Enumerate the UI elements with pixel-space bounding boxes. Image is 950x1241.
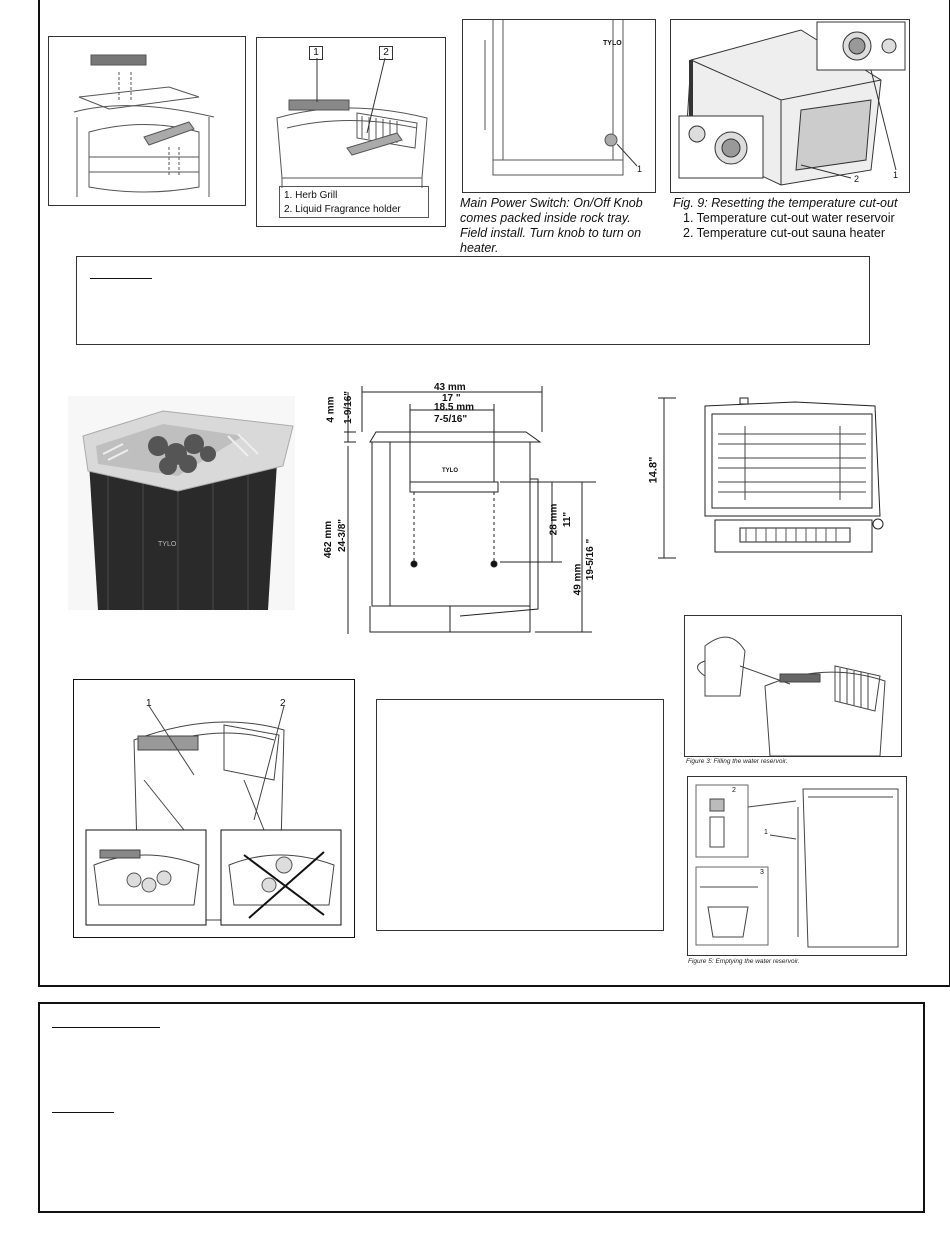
- dim-top-width-mm: 43 mm: [434, 382, 466, 393]
- callout-2-box: [379, 46, 393, 60]
- fill-reservoir-figure: [684, 615, 902, 757]
- rocks-callout-2: 2: [280, 698, 286, 709]
- heater-product-photo: [68, 396, 295, 610]
- power-switch-drawing: [463, 20, 655, 192]
- power-switch-figure: [462, 19, 656, 193]
- heater-dimension-drawing: [323, 382, 602, 636]
- cutout-caption-title: Fig. 9: Resetting the temperature cut-out: [673, 196, 898, 210]
- note-heading-underline: [90, 278, 152, 279]
- dim-height-in: 24-3/8": [337, 518, 349, 553]
- blank-info-box: [376, 699, 664, 931]
- dim-bracket-in: 11": [562, 511, 574, 528]
- rock-placement-drawing: [74, 680, 354, 937]
- lower-heading-2-underline: [52, 1112, 114, 1113]
- cutout-callout-1: 1: [893, 170, 899, 180]
- rock-placement-figure: [73, 679, 355, 938]
- herb-grill-exploded-drawing: [49, 37, 245, 205]
- callout-1-box: [309, 46, 323, 60]
- cutout-caption-item-2: 2. Temperature cut-out sauna heater: [683, 226, 885, 240]
- power-switch-brand: TYLO: [603, 40, 622, 47]
- dim-mount-mm: 49 mm: [572, 563, 584, 596]
- empty-callout-3: 3: [760, 869, 764, 876]
- dim-inner-width-mm: 18.5 mm: [434, 402, 475, 413]
- cutout-caption-item-1: 1. Temperature cut-out water reservoir: [683, 211, 895, 225]
- front-view-drawing: [650, 396, 890, 560]
- power-switch-callout: 1: [637, 164, 643, 174]
- rocks-callout-1: 1: [146, 698, 152, 709]
- fill-reservoir-caption: Figure 3: Filling the water reservoir.: [686, 758, 788, 765]
- empty-reservoir-caption: Figure 5: Emptying the water reservoir.: [688, 958, 800, 965]
- dim-front-height: 14.8": [647, 456, 660, 484]
- callout-1-label: 1: [313, 47, 319, 58]
- dim-drawing-brand: TYLO: [442, 468, 458, 474]
- temperature-cutout-drawing: [671, 20, 909, 192]
- power-switch-caption: Main Power Switch: On/Off Knob comes packed inside rock tray. Field install. Turn knob to turn on heater.: [460, 196, 643, 255]
- lower-section-frame: [38, 1002, 925, 1213]
- heater-photo-drawing: [68, 396, 295, 610]
- svg-text:TYLO: TYLO: [158, 541, 177, 548]
- herb-grill-exploded-figure: [48, 36, 246, 206]
- cutout-callout-2: 2: [854, 174, 860, 184]
- fill-reservoir-drawing: [685, 616, 901, 756]
- dim-rim-mm: 4 mm: [325, 396, 337, 423]
- dim-bracket-mm: 28 mm: [548, 503, 560, 536]
- herb-legend-box: [279, 186, 429, 218]
- herb-grill-legend-figure: [256, 37, 446, 227]
- empty-reservoir-figure: [687, 776, 907, 956]
- dim-top-width-in: 17 ": [442, 393, 461, 404]
- dim-mount-in: 19-5/16 ": [585, 538, 597, 581]
- dim-inner-width-in: 7-5/16": [434, 414, 468, 425]
- dim-height-mm: 462 mm: [323, 520, 335, 559]
- legend-herb-grill: 1. Herb Grill: [284, 190, 338, 201]
- note-box: [76, 256, 870, 345]
- temperature-cutout-figure: [670, 19, 910, 193]
- empty-callout-2: 2: [732, 787, 736, 794]
- callout-2-label: 2: [383, 47, 389, 58]
- legend-liquid-fragrance-holder: 2. Liquid Fragrance holder: [284, 204, 401, 215]
- empty-callout-1: 1: [764, 829, 768, 836]
- empty-reservoir-drawing: [688, 777, 906, 955]
- dim-rim-in: 1-9/16": [343, 390, 355, 425]
- lower-heading-1-underline: [52, 1027, 160, 1028]
- heater-front-view: [647, 396, 890, 560]
